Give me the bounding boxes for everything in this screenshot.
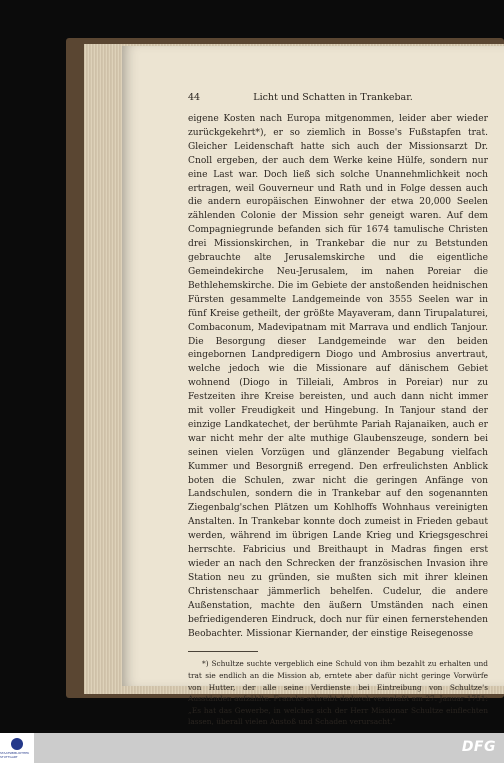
book-page [122,46,504,727]
running-title: Licht und Schatten in Trankebar. [253,92,413,103]
page-content [188,92,488,728]
footnote: *) Schultze suchte vergeblich eine Schuld von ihm bezahlt zu erhalten und trat sie endlich an die Mission ab, erntete aber dafür nicht geringe Vorwürfe von Hutter, der alle seine Verdienste bei Eintreibung von Schultze's Ausständen aufzählte. Francke schreibt dadurch veranlaßt am 27. Januar 1751: „Es hat das Gewerbe, in welches sich der Herr Missionar Schultze einflechten lassen, überall vielen Anstoß und Schaden verursacht." [188,659,488,727]
library-logo-text: STAATSBIBLIOTHEK STUTTGART [0,750,30,759]
library-logo [0,733,34,763]
library-crest-icon [11,738,23,750]
footnote-rule [188,651,258,652]
dfg-logo: DFG [461,739,496,755]
body-text: eigene Kosten nach Europa mitgenommen, leider aber wieder zurückgekehrt*), er so ziemlich in Bosse's Fußstapfen trat. Gleicher Leidenschaft hatte sich auch der Missionsarzt Dr. Cnoll ergeben, der auch dem Werke keine Hülfe, sondern nur eine Last war. Doch ließ sich solche Unannehmlichkeit noch ertragen, weil Gouverneur und Rath und in Folge dessen auch die andern europäischen Einwohner der etwa 20,000 Seelen zählenden Colonie der Mission sehr geneigt waren. Auf dem Compagniegrunde befanden sich für 1674 tamulische Christen drei Missionskirchen, in Trankebar die nur zu Betstunden gebrauchte alte Jerusalemskirche und die eigentliche Gemeindekirche Neu-Jerusalem, im nahen Poreiar die Bethlehemskirche. Die im Gebiete der anstoßenden heidnischen Fürsten gesammelte Landgemeinde von 3555 Seelen war in fünf Kreise getheilt, der größte Mayaveram, dann Tirupalaturei, Combaconum, Madevipatnam mit Marrava und endlich Tanjour. Die Besorgung dieser Landgemeinde war den beiden eingebornen Landpredigern Diogo und Ambrosius anvertraut, welche jedoch wie die Missionare auf dänischem Gebiet wohnend (Diogo in Tilleiali, Ambros in Poreiar) nur zu Festzeiten ihre Kreise bereisten, und auch dann nicht immer mit voller Freudigkeit und Hingebung. In Tanjour stand der einzige Landkatechet, der berühmte Pariah Rajanaiken, auch er war nicht mehr der alte muthige Glaubenszeuge, sondern bei seinen vielen Vorzügen und glänzender Begabung vielfach Kummer und Besorgniß erregend. Den erfreulichsten Anblick boten die Schulen, zwar nicht die geringen Anfänge von Landschulen, sondern die in Trankebar auf den sogenannten Ziegenbalg'schen Plätzen um Kohlhoffs Wohnhaus vereinigten Anstalten. In Trankebar konnte doch zumeist in Frieden gebaut werden, während im übrigen Lande Krieg und Kriegsgeschrei herrschte. Fabricius und Breithaupt in Madras fingen erst wieder an nach den Schrecken der französischen Invasion ihre Station neu zu gründen, sie mußten sich mit ihrer kleinen Christenschaar jämmerlich behelfen. Cudelur, die andere Außenstation, machte den äußern Umständen nach einen befriedigenderen Eindruck, doch nur für einen fernerstehenden Beobachter. Missionar Kiernander, der einstige Reisegenosse [188,114,488,639]
page-header [188,92,488,103]
page-number: 44 [188,92,201,103]
bottom-banner [0,733,504,763]
